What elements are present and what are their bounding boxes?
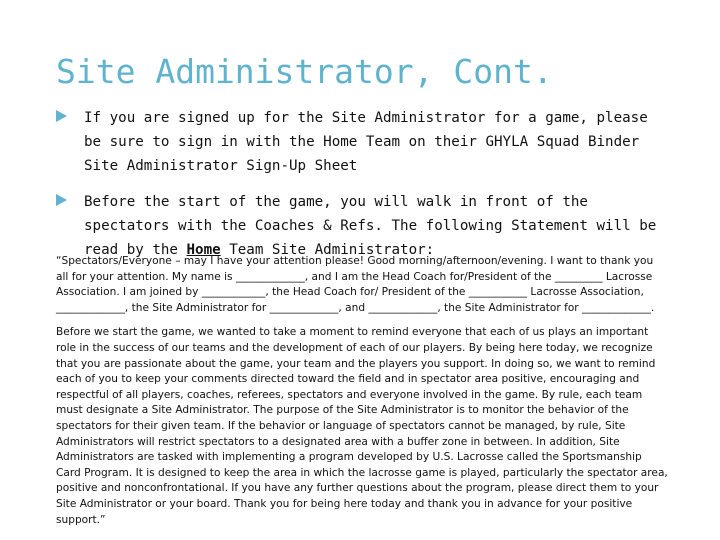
triangle-bullet-icon: [56, 110, 67, 122]
statement-paragraph-main: Before we start the game, we wanted to take a moment to remind everyone that each of us plays an important role in the success of our teams and the development of each of our players. By being here today, we recognize that you are passionate about the game, your team and the players you support. In doing so, we want to remind each of you to keep your comments directed toward the field and in spectator area positive, encouraging and respectful of all players, coaches, referees, spectators and everyone involved in the game. By rule, each team must designate a Site Administrator. The purpose of the Site Administrator is to monitor the behavior of the spectators for their given team. If the behavior or language of spectators cannot be managed, by rule, Site Administrators will restrict spectators to a designated area with a buffer zone in between. In addition, Site Administrators are tasked with implementing a program developed by U.S. Lacrosse called the Sportsmanship Card Program. It is designed to keep the area in which the lacrosse game is played, particularly the spectator area, positive and nonconfrontational. If you have any further questions about the program, please direct them to your Site Administrator or your board. Thank you for being here today and thank you in advance for your positive support.”: [56, 326, 668, 526]
bullet-text: [84, 190, 666, 262]
slide-title: Site Administrator, Cont.: [56, 52, 553, 91]
bullet-text: If you are signed up for the Site Administrator for a game, please be sure to sign in with the Home Team on their GHYLA Squad Binder Site Administrator Sign-Up Sheet: [84, 110, 648, 174]
bullet-item-statement: [56, 190, 666, 262]
bullet-item-sign-in: [56, 106, 666, 178]
home-emphasis: Home: [186, 242, 221, 258]
bullet-text-before: Before the start of the game, you will walk in front of the spectators with the Coaches & Refs. The following Statement will be read by the: [84, 194, 657, 258]
statement-paragraph-intro: “Spectators/Everyone – may I have your attention please! Good morning/afternoon/evening. I want to thank you all for your attention. My name is _____________, and I am the Head Coach for/President of the _________ Lacrosse Association. I am joined by ____________, the Head Coach for/ President of the ___________ Lacrosse Association, _____________, the Site Administrator for _____________, and _____________, the Site Administrator for _____________.: [56, 255, 655, 314]
bullet-text-after: Team Site Administrator:: [220, 242, 435, 258]
bullet-list: [56, 106, 666, 274]
statement-block: [56, 254, 668, 537]
triangle-bullet-icon: [56, 194, 67, 206]
